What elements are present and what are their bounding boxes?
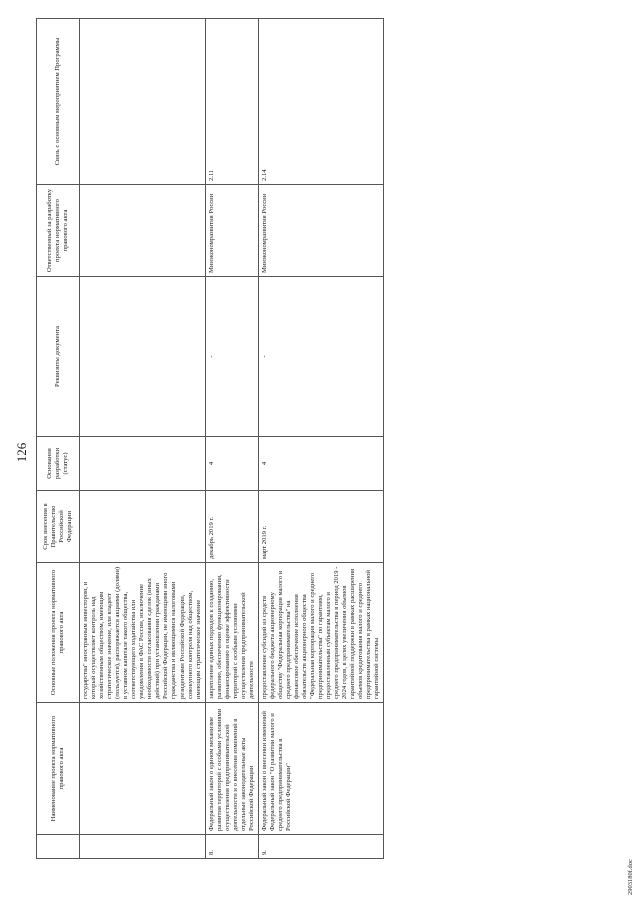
row-responsible: Минэкономразвития России xyxy=(205,185,258,277)
header-provisions: Основные положения проекта нормативного правового акта xyxy=(37,563,80,703)
row-requisites: - xyxy=(205,277,258,437)
row-act-name: Федеральный закон о внесении изменений Федеральный закон "О развитии малого и среднего предпринимательства в Российской Федерации" xyxy=(258,703,383,835)
row-provisions: закрепление единых подходов к созданию, развитию, обеспечению функционирования, финансированию и оценке эффективности территорий с особыми условиями осуществления предпринимательской деятельности xyxy=(205,563,258,703)
row-act-name: Федеральный закон о едином механизме развития территорий с особыми условиями осуществления предпринимательской деятельности и о внесении изменений в отдельные законодательные акты Российской Федерации xyxy=(205,703,258,835)
row-requisites: - xyxy=(258,277,383,437)
table-row xyxy=(205,19,258,859)
row-program-link xyxy=(80,19,205,185)
page-number: 126 xyxy=(14,442,29,463)
row-act-name xyxy=(80,703,205,835)
row-deadline: декабрь 2019 г. xyxy=(205,491,258,563)
header-basis: Основания разработки (статус) xyxy=(37,437,80,491)
row-responsible xyxy=(80,185,205,277)
row-program-link: 2.14 xyxy=(258,19,383,185)
row-provisions: государства" иностранным инвестором, и который осуществляет контроль над хозяйственным обществом, имеющим стратегическое значение, или владеет (пользуется), распоряжается акциями (долями) в уставном капитале такого общества, соответствующего ходатайства или уведомления в ФАС России, исключение необходимости согласования сделок (иных действий) при установлении гражданами Российской Федерации, не имеющими иного гражданства и являющимися налоговыми резидентами Российской Федерации, совокупного контроля над обществом, имеющим стратегическое значение xyxy=(80,563,205,703)
header-responsible: Ответственный за разработку проекта нормативного правового акта xyxy=(37,185,80,277)
row-basis: 4 xyxy=(258,437,383,491)
row-num: 8. xyxy=(205,835,258,859)
header-requisites: Реквизиты документа xyxy=(37,277,80,437)
table-row xyxy=(258,19,383,859)
row-provisions: предоставление субсидий из средств федерального бюджета акционерному обществу "Федеральная корпорация малого и среднего предпринимательства" на финансовое обеспечение исполнения обязательств акционерного общества "Федеральная корпорация малого и среднего предпринимательства" по гарантиям, предоставленным субъектам малого и среднего предпринимательства в период 2019 - 2024 годов, в целях увеличения объемов гарантийной поддержки в рамках расширения объемов кредитования малого и среднего предпринимательства в рамках национальной гарантийной системы xyxy=(258,563,383,703)
row-basis xyxy=(80,437,205,491)
legislation-table xyxy=(36,18,384,859)
row-responsible: Минэкономразвития России xyxy=(258,185,383,277)
row-requisites xyxy=(80,277,205,437)
header-deadline: Срок внесения в Правительство Российской Федерации xyxy=(37,491,80,563)
file-name-footer: 2903180f.doc xyxy=(627,859,634,895)
row-deadline: март 2019 г. xyxy=(258,491,383,563)
table-row xyxy=(80,19,205,859)
row-num: 9. xyxy=(258,835,383,859)
header-program-link: Связь с основным мероприятием Программы xyxy=(37,19,80,185)
row-num xyxy=(80,835,205,859)
row-deadline xyxy=(80,491,205,563)
row-program-link: 2.11 xyxy=(205,19,258,185)
table-header-row xyxy=(37,19,80,859)
row-basis: 4 xyxy=(205,437,258,491)
header-act-name: Наименование проекта нормативного правового акта xyxy=(37,703,80,835)
header-num xyxy=(37,835,80,859)
